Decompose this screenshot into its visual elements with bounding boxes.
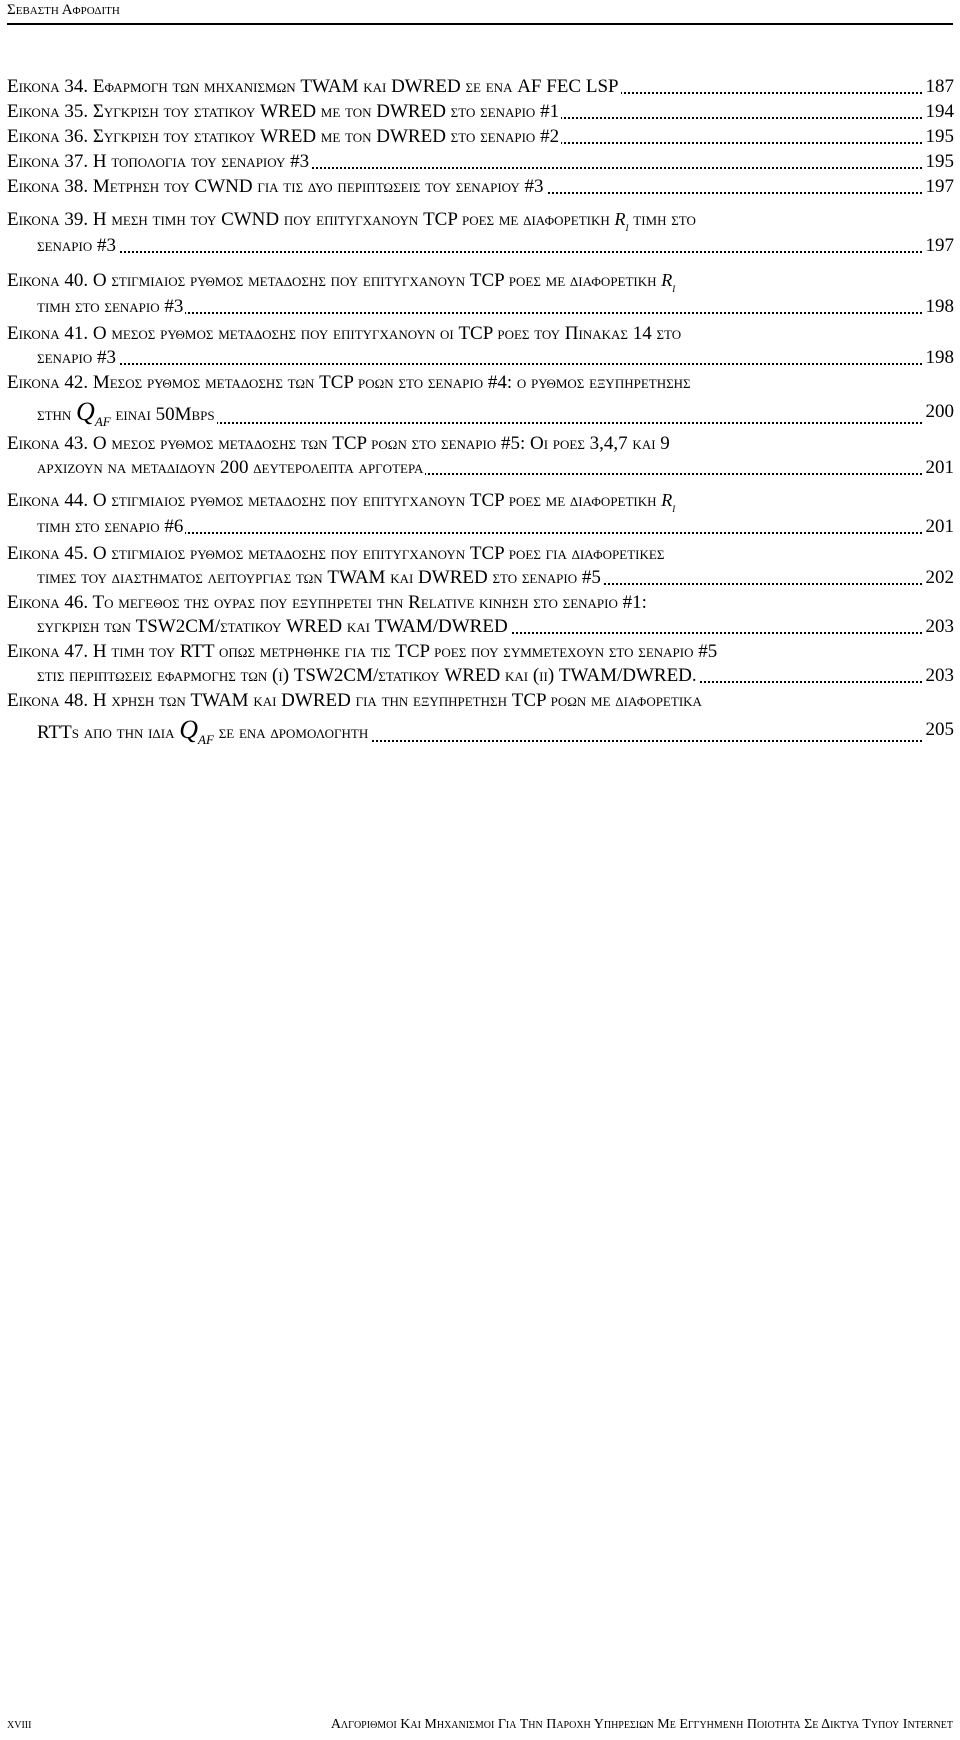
figure-label: Εικονα 39.	[7, 209, 89, 230]
page-number: 202	[925, 567, 954, 588]
page-number: 198	[925, 296, 954, 317]
figure-label: Εικονα 37.	[7, 151, 89, 172]
figure-label: Εικονα 46.	[7, 592, 89, 613]
figure-caption: Συγκριση του στατικου WRED με τον DWRED στο σεναριο #2	[92, 126, 560, 147]
page-number: 195	[925, 151, 954, 172]
toc-entry[interactable]	[7, 371, 954, 429]
figure-caption-line2: στις περιπτωσεις εφαρμογης των (i) TSW2CM/στατικου WRED και (ii) TWAM/DWRED.	[37, 665, 697, 686]
figure-caption-line1: Το μεγεθος της ουρας που εξυπηρετει την Relative κινηση στο σεναριο #1:	[92, 592, 647, 613]
figure-label: Εικονα 41.	[7, 323, 89, 344]
page-number: 201	[925, 457, 954, 478]
toc-entry[interactable]	[7, 150, 954, 174]
footer-title: Αλγοριθμοι Και Μηχανισμοι Για Την Παροχη Υπηρεσιων Με Εγγυημενη Ποιοτητα Σε Δικτυα Τυπου Internet	[330, 1717, 953, 1732]
figure-caption-line2: συγκριση των TSW2CM/στατικου WRED και TWAM/DWRED	[37, 616, 508, 637]
figure-label: Εικονα 36.	[7, 126, 89, 147]
figure-caption-line2a: RTTs απο την ιδια	[37, 722, 175, 743]
figure-caption-line1: Ο μεσος ρυθμος μεταδοσης που επιτυγχανουν οι TCP ροες του Πινακας 14 στο	[92, 323, 682, 344]
figure-caption-line2b: ειναι 50Mbps	[115, 404, 215, 425]
figure-caption-line2: σεναριο #3	[37, 235, 116, 256]
figure-caption-line1: Η χρηση των TWAM και DWRED για την εξυπηρετηση TCP ροων με διαφορετικα	[92, 690, 702, 711]
page-number: 187	[925, 76, 954, 97]
toc-entry[interactable]	[7, 322, 954, 370]
list-of-figures	[7, 75, 954, 748]
figure-caption-line1: Ο στιγμιαιος ρυθμος μεταδοσης που επιτυγχανουν TCP ροες για διαφορετικες	[92, 543, 665, 564]
toc-entry[interactable]	[7, 261, 954, 319]
figure-caption-line2: τιμη στο σεναριο #3	[37, 296, 184, 317]
figure-caption-line2a: στην	[37, 404, 72, 425]
figure-label: Εικονα 44.	[7, 490, 89, 511]
figure-label: Εικονα 45.	[7, 543, 89, 564]
figure-caption-line1: Η μεση τιμη του CWND που επιτυγχανουν TCP ροες με διαφορετικη	[92, 209, 610, 230]
figure-label: Εικονα 47.	[7, 641, 89, 662]
toc-entry[interactable]	[7, 591, 954, 639]
toc-entry[interactable]	[7, 481, 954, 539]
toc-entry[interactable]	[7, 175, 954, 199]
page-number: 198	[925, 347, 954, 368]
toc-entry[interactable]	[7, 640, 954, 688]
page-number: 200	[924, 395, 955, 429]
toc-entry[interactable]	[7, 689, 954, 747]
figure-caption-line1: Μεσος ρυθμος μεταδοσης των TCP ροων στο σεναριο #4: ο ρυθμος εξυπηρετησης	[92, 372, 691, 393]
page-number: 195	[925, 126, 954, 147]
page-number: 203	[925, 665, 954, 686]
figure-caption-line1: Ο στιγμιαιος ρυθμος μεταδοσης που επιτυγχανουν TCP ροες με διαφορετικη	[92, 490, 657, 511]
running-header: Σεβαστη Αφροδιτη	[7, 0, 953, 25]
symbol-q-af: $Q_{AF}$	[76, 397, 111, 429]
figure-caption-line1: Η τιμη του RTT οπως μετρηθηκε για τις TCP ροες που συμμετεχουν στο σεναριο #5	[92, 641, 718, 662]
figure-caption-line1: Ο στιγμιαιος ρυθμος μεταδοσης που επιτυγχανουν TCP ροες με διαφορετικη	[92, 270, 657, 291]
page-number: 197	[925, 235, 954, 256]
figure-caption: Συγκριση του στατικου WRED με τον DWRED στο σεναριο #1	[92, 101, 560, 122]
page-footer	[7, 1717, 953, 1733]
figure-caption-line1: Ο μεσος ρυθμος μεταδοσης των TCP ροων στο σεναριο #5: Οι ροες 3,4,7 και 9	[92, 433, 670, 454]
symbol-r-i: $r_i$	[661, 483, 676, 515]
figure-label: Εικονα 43.	[7, 433, 89, 454]
toc-entry[interactable]	[7, 542, 954, 590]
figure-caption: Μετρηση του CWND για τις δυο περιπτωσεις του σεναριου #3	[92, 176, 544, 197]
figure-caption-line1b: τιμη στο	[633, 209, 696, 230]
symbol-r-i: $r_i$	[661, 263, 676, 295]
symbol-r-i: $r_i$	[614, 202, 629, 234]
page-number: 197	[925, 176, 954, 197]
footer-page-number: xviii	[7, 1717, 32, 1732]
figure-label: Εικονα 35.	[7, 101, 89, 122]
figure-label: Εικονα 48.	[7, 690, 89, 711]
figure-caption-line2b: σε ενα δρομολογητη	[218, 722, 369, 743]
toc-entry[interactable]	[7, 125, 954, 149]
figure-label: Εικονα 42.	[7, 372, 89, 393]
figure-caption: Εφαρμογη των μηχανισμων TWAM και DWRED σε ενα AF FEC LSP	[92, 76, 619, 97]
figure-caption-line2: τιμη στο σεναριο #6	[37, 516, 184, 537]
figure-label: Εικονα 40.	[7, 270, 89, 291]
figure-caption: Η τοπολογια του σεναριου #3	[92, 151, 310, 172]
toc-entry[interactable]	[7, 100, 954, 124]
page-number: 194	[925, 101, 954, 122]
figure-label: Εικονα 38.	[7, 176, 89, 197]
symbol-q-af: $Q_{AF}$	[179, 715, 214, 747]
figure-caption-line2: τιμες του διαστηματος λειτουργιας των TWAM και DWRED στο σεναριο #5	[37, 567, 601, 588]
toc-entry[interactable]	[7, 432, 954, 480]
toc-entry[interactable]	[7, 75, 954, 99]
page-number: 203	[925, 616, 954, 637]
figure-caption-line2: σεναριο #3	[37, 347, 116, 368]
figure-label: Εικονα 34.	[7, 76, 89, 97]
figure-caption-line2: αρχιζουν να μεταδιδουν 200 δευτερολεπτα αργοτερα	[37, 457, 424, 478]
page-number: 205	[924, 713, 955, 747]
page-number: 201	[925, 516, 954, 537]
toc-entry[interactable]	[7, 200, 954, 258]
